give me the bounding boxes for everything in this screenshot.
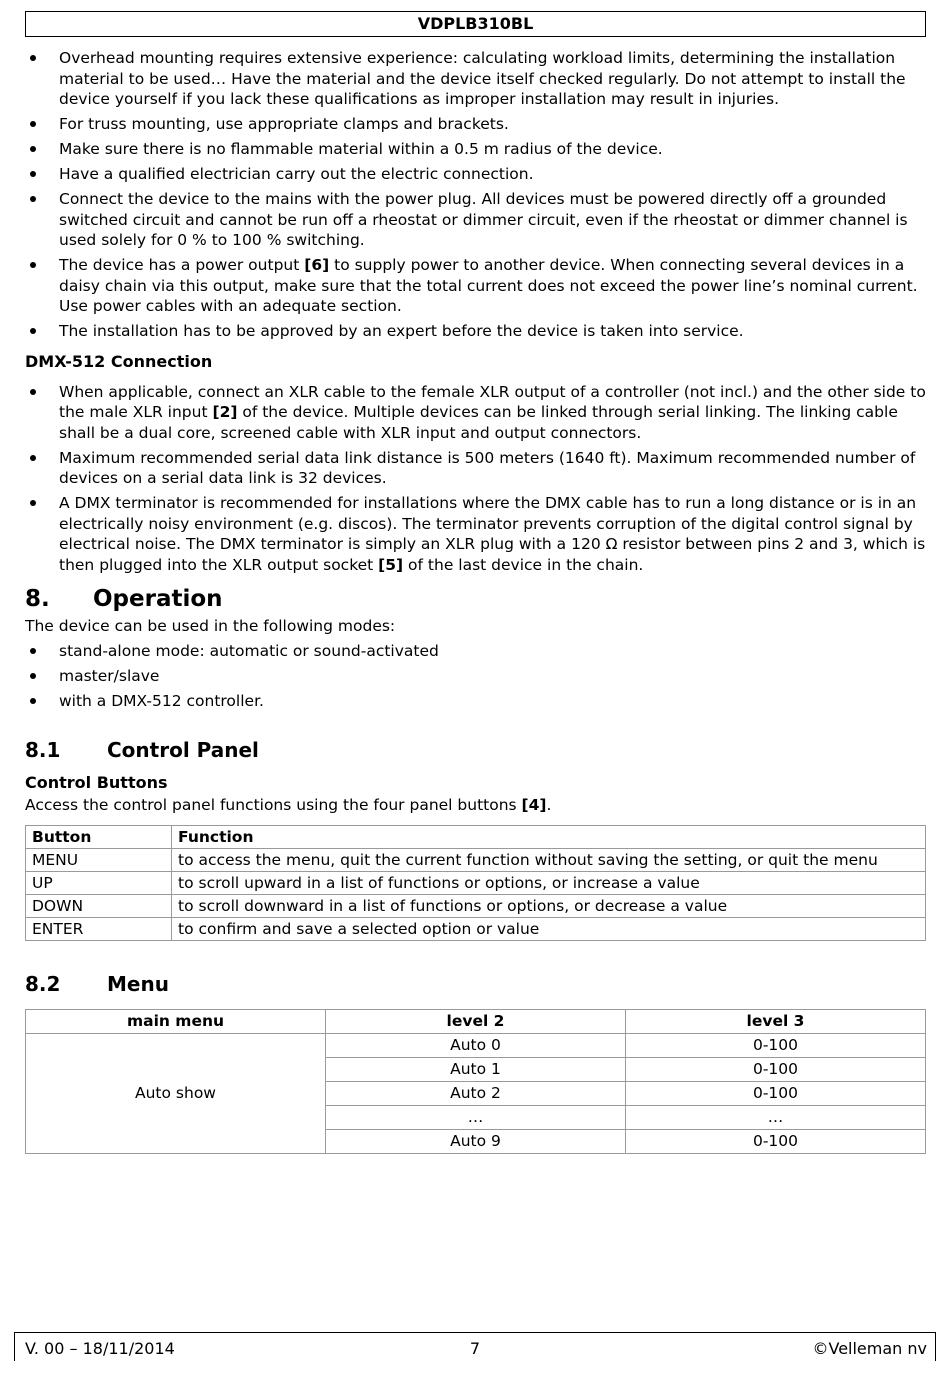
bullet-item bbox=[25, 321, 926, 342]
level-2-cell: Auto 2 bbox=[326, 1081, 626, 1105]
dmx-bullet-list bbox=[25, 382, 926, 576]
button-name-cell: ENTER bbox=[26, 917, 172, 940]
modes-bullet-list bbox=[25, 641, 926, 712]
bullet-text: Have a qualified electrician carry out the electric connection. bbox=[59, 165, 534, 183]
table-row bbox=[26, 1033, 926, 1057]
table-row bbox=[26, 871, 926, 894]
main-menu-cell: Auto show bbox=[26, 1033, 326, 1153]
section-title: Menu bbox=[107, 971, 169, 996]
control-buttons-subheading: Control Buttons bbox=[25, 773, 168, 792]
section-title: Operation bbox=[93, 586, 223, 612]
bullet-text: A DMX terminator is recommended for installations where the DMX cable has to run a long distance or is in an electrically noisy environment (e.g. discos). The terminator prevents corruption of the digital control signal by electrical noise. The DMX terminator is simply an XLR plug with a 120 Ω resistor between pins 2 and 3, which is then plugged into the XLR output socket bbox=[59, 494, 926, 574]
bullet-text: The device has a power output bbox=[59, 256, 305, 274]
bullet-item: stand-alone mode: automatic or sound-activated bbox=[25, 641, 926, 662]
control-panel-intro bbox=[25, 795, 926, 816]
section-title: Control Panel bbox=[107, 738, 259, 762]
table-header-row bbox=[26, 1009, 926, 1033]
bullet-item: master/slave bbox=[25, 666, 926, 687]
button-name-cell: MENU bbox=[26, 848, 172, 871]
dmx-heading: DMX-512 Connection bbox=[25, 351, 213, 371]
function-cell: to access the menu, quit the current function without saving the setting, or quit the menu bbox=[172, 848, 926, 871]
section-number: 8. bbox=[25, 586, 50, 612]
table-row bbox=[26, 848, 926, 871]
bullet-text: Connect the device to the mains with the power plug. All devices must be powered directly off a grounded switched circuit and cannot be run off a rheostat or dimmer circuit, even if the rheostat or dimmer channel is used solely for 0 % to 100 % switching. bbox=[59, 190, 908, 249]
column-header-button: Button bbox=[26, 825, 172, 848]
level-3-cell: 0-100 bbox=[626, 1081, 926, 1105]
reference-number: [2] bbox=[212, 403, 238, 421]
bullet-item bbox=[25, 255, 926, 317]
bullet-text: of the last device in the chain. bbox=[403, 555, 644, 574]
operation-intro: The device can be used in the following modes: bbox=[25, 617, 396, 635]
page-header bbox=[25, 11, 926, 37]
menu-table bbox=[25, 1009, 926, 1154]
table-row bbox=[26, 917, 926, 940]
bullet-text: For truss mounting, use appropriate clamps and brackets. bbox=[59, 115, 509, 133]
function-cell: to confirm and save a selected option or value bbox=[172, 917, 926, 940]
operation-heading bbox=[25, 585, 926, 613]
bullet-item bbox=[25, 448, 926, 489]
bullet-item bbox=[25, 114, 926, 135]
column-header-level-2: level 2 bbox=[326, 1009, 626, 1033]
table-row bbox=[26, 894, 926, 917]
level-2-cell: Auto 0 bbox=[326, 1033, 626, 1057]
bullet-item: with a DMX-512 controller. bbox=[25, 691, 926, 712]
footer-version: V. 00 – 18/11/2014 bbox=[25, 1339, 175, 1358]
button-name-cell: UP bbox=[26, 871, 172, 894]
level-2-cell: Auto 1 bbox=[326, 1057, 626, 1081]
bullet-item bbox=[25, 189, 926, 251]
intro-reference: [4] bbox=[521, 796, 547, 814]
menu-heading bbox=[25, 971, 926, 997]
function-cell: to scroll upward in a list of functions or options, or increase a value bbox=[172, 871, 926, 894]
bullet-text: The installation has to be approved by an expert before the device is taken into service. bbox=[59, 322, 744, 340]
bullet-text: Make sure there is no flammable material within a 0.5 m radius of the device. bbox=[59, 140, 663, 158]
bullet-text: When applicable, connect an XLR cable to the female XLR output of a controller (not incl.) and the other side to the male XLR input bbox=[59, 382, 926, 421]
reference-number: [6] bbox=[304, 256, 330, 274]
section-number: 8.2 bbox=[25, 971, 61, 996]
level-3-cell: 0-100 bbox=[626, 1057, 926, 1081]
level-3-cell: 0-100 bbox=[626, 1033, 926, 1057]
function-cell: to scroll downward in a list of functions or options, or decrease a value bbox=[172, 894, 926, 917]
bullet-item bbox=[25, 48, 926, 110]
bullet-item bbox=[25, 139, 926, 160]
control-panel-heading bbox=[25, 737, 926, 763]
level-2-cell: Auto 9 bbox=[326, 1129, 626, 1153]
reference-number: [5] bbox=[378, 555, 404, 574]
column-header-function: Function bbox=[172, 825, 926, 848]
bullet-text: Maximum recommended serial data link distance is 500 meters (1640 ft). Maximum recommended number of devices on a serial data link is 32 devices. bbox=[59, 448, 916, 487]
table-header-row bbox=[26, 825, 926, 848]
bullet-text: of the device. Multiple devices can be linked through serial linking. The linking cable shall be a dual core, screened cable with XLR input and output connectors. bbox=[59, 403, 898, 442]
intro-text: Access the control panel functions using the four panel buttons bbox=[25, 796, 522, 814]
document-page bbox=[25, 11, 926, 1154]
intro-end: . bbox=[546, 796, 552, 814]
control-buttons-table bbox=[25, 825, 926, 941]
footer-copyright: ©Velleman nv bbox=[812, 1339, 927, 1358]
column-header-level-3: level 3 bbox=[626, 1009, 926, 1033]
button-name-cell: DOWN bbox=[26, 894, 172, 917]
bullet-text: Overhead mounting requires extensive experience: calculating workload limits, determining the installation material to be used… Have the material and the device itself checked regularly. Do not attempt to install the device yourself if you lack these qualifications as improper installation may result in injuries. bbox=[59, 49, 906, 108]
bullet-item bbox=[25, 164, 926, 185]
bullet-item bbox=[25, 382, 926, 444]
installation-bullet-list bbox=[25, 48, 926, 342]
section-number: 8.1 bbox=[25, 738, 61, 762]
level-3-cell: 0-100 bbox=[626, 1129, 926, 1153]
column-header-main-menu: main menu bbox=[26, 1009, 326, 1033]
bullet-text: to supply power to another device. When connecting several devices in a daisy chain via this output, make sure that the total current does not exceed the power line’s nominal current. Use power cables with an adequate section. bbox=[59, 256, 918, 315]
level-3-cell: … bbox=[626, 1105, 926, 1129]
page-footer bbox=[14, 1332, 936, 1361]
footer-page-number: 7 bbox=[469, 1339, 481, 1358]
bullet-item bbox=[25, 493, 926, 575]
level-2-cell: … bbox=[326, 1105, 626, 1129]
header-title: VDPLB310BL bbox=[417, 14, 534, 33]
